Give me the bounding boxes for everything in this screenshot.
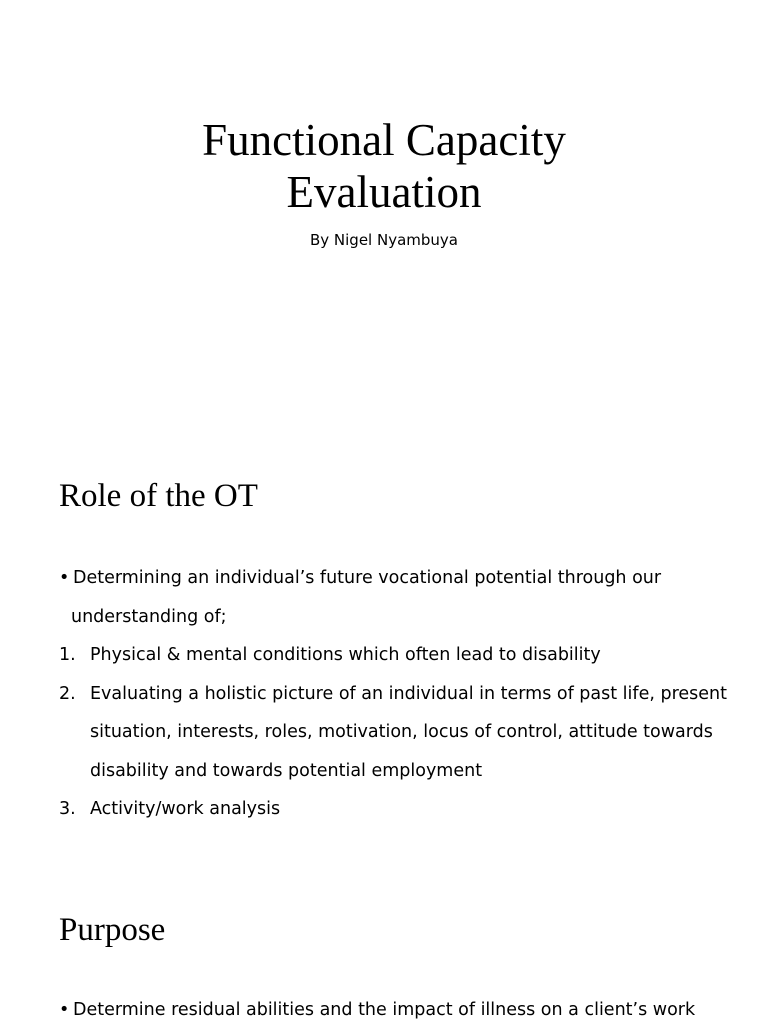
- numbered-item-2: [59, 675, 749, 791]
- purpose-slide: [0, 860, 768, 1024]
- bullet-item: [59, 559, 749, 598]
- bullet-dot-icon: •: [59, 1000, 70, 1020]
- role-bullet-list: [59, 559, 749, 829]
- item-text-line: Evaluating a holistic picture of an individual in terms of past life, present: [90, 683, 727, 704]
- item-number: 3.: [59, 799, 76, 819]
- item-text-line: situation, interests, roles, motivation, locus of control, attitude towards: [90, 722, 713, 742]
- item-number: 1.: [59, 645, 76, 665]
- item-text-line: Activity/work analysis: [90, 799, 281, 819]
- bullet-dot-icon: •: [59, 568, 70, 588]
- purpose-bullet-list: [59, 991, 749, 1024]
- presentation-title: [0, 114, 768, 218]
- purpose-heading: Purpose: [59, 912, 166, 948]
- title-slide: [0, 0, 768, 430]
- numbered-item-3: [59, 790, 749, 829]
- item-text-line: Physical & mental conditions which often lead to disability: [90, 645, 601, 665]
- item-text-line: disability and towards potential employment: [90, 760, 483, 781]
- bullet-item: [59, 991, 749, 1024]
- role-slide: [0, 430, 768, 860]
- bullet-continuation: understanding of;: [71, 606, 227, 627]
- title-line-1: Functional Capacity: [202, 115, 566, 165]
- bullet-text: Determine residual abilities and the impact of illness on a client’s work: [73, 1000, 696, 1020]
- numbered-item-1: [59, 636, 749, 675]
- item-number: 2.: [59, 683, 76, 704]
- title-line-2: Evaluation: [286, 167, 482, 217]
- role-heading: Role of the OT: [59, 478, 258, 514]
- author-byline: By Nigel Nyambuya: [309, 231, 458, 249]
- bullet-text: Determining an individual’s future vocational potential through our: [73, 568, 662, 588]
